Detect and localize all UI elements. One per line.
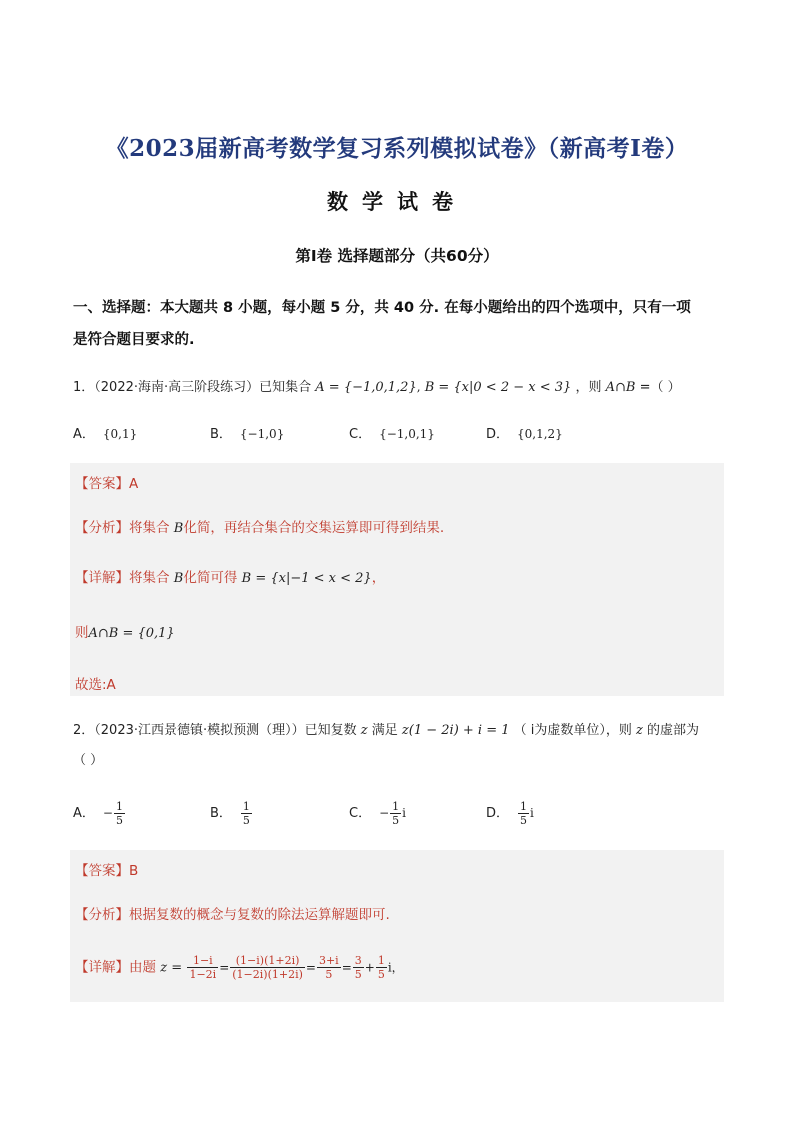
option-fraction: $\frac{1}{5}$	[520, 800, 528, 827]
option-label: C．	[349, 427, 372, 442]
detail-end: ，	[371, 570, 386, 586]
analysis-text: 将集合	[129, 520, 170, 536]
then-expr: A∩B = {0,1}	[88, 626, 175, 641]
detail-tail: i，	[387, 960, 404, 975]
q2-var-z2: z	[636, 723, 643, 738]
analysis-tag: 【分析】	[75, 520, 129, 536]
detail-fraction-5: $\frac{1}{5}$	[377, 954, 385, 981]
question-1-options	[73, 423, 733, 453]
option-label: A．	[73, 806, 95, 821]
q1-set-a: A = {−1,0,1,2}	[315, 380, 417, 395]
q1-detail	[75, 566, 715, 586]
q2-var-z: z	[360, 723, 368, 738]
question-2-stem	[73, 716, 733, 776]
q2-paren: （ ）	[73, 753, 104, 768]
option-value: {0,1}	[102, 427, 138, 441]
analysis-var: B	[173, 521, 184, 536]
question-2-options	[73, 800, 733, 840]
q1-set-b: B = {x|0 < 2 − x < 3}	[424, 380, 572, 395]
q2-option-a[interactable]	[73, 800, 126, 827]
section-intro-line2: 是符合题目要求的.	[73, 332, 195, 348]
q1-option-c[interactable]	[349, 423, 435, 442]
option-value: {0,1,2}	[517, 427, 563, 441]
detail-fraction-4: $\frac{3}{5}$	[354, 954, 362, 981]
q1-choose: 故选:A	[75, 677, 116, 693]
analysis-text-2: 化简，再结合集合的交集运算即可得到结果.	[183, 520, 445, 536]
option-sign: −	[102, 806, 113, 820]
q2-note: （ i为虚数单位），则	[513, 723, 632, 738]
section-intro	[73, 292, 723, 356]
q2-mid: 满足	[371, 723, 398, 738]
option-fraction: $\frac{1}{5}$	[242, 800, 250, 827]
q2-solution-block	[70, 850, 724, 1002]
q1-then	[75, 621, 715, 641]
section-intro-line1: 一、选择题：本大题共 8 小题，每小题 5 分，共 40 分. 在每小题给出的四个选项中，只有一项	[73, 300, 691, 316]
q1-answer	[75, 472, 715, 492]
q1-ask-suffix: =（ ）	[639, 380, 681, 395]
q2-answer	[75, 859, 715, 879]
option-value: {−1,0}	[239, 427, 285, 441]
q1-prefix: 1．（2022·海南·高三阶段练习）已知集合	[73, 380, 312, 395]
detail-prefix: 由题	[129, 959, 156, 976]
q2-condition: z(1 − 2i) + i = 1	[401, 723, 510, 738]
q2-option-c[interactable]	[349, 800, 406, 827]
part-title: 第Ⅰ卷 选择题部分（共60分）	[295, 247, 499, 265]
q1-option-b[interactable]	[210, 423, 284, 442]
exam-title: 《2023届新高考数学复习系列模拟试卷》（新高考I卷）	[105, 135, 689, 162]
q1-option-d[interactable]	[486, 423, 563, 442]
detail-fraction-1: $\frac{1-i}{1-2i}$	[189, 954, 217, 981]
option-fraction: $\frac{1}{5}$	[392, 800, 400, 827]
q2-analysis	[75, 903, 715, 923]
question-1-stem: 1．（2022·海南·高三阶段练习）已知集合 A = {−1,0,1,2}, B = {x|0 < 2 − x < 3} ，则 A∩B =（ ）	[73, 380, 681, 395]
q2-prefix: 2．（2023·江西景德镇·模拟预测（理））已知复数	[73, 723, 357, 738]
option-label: D．	[486, 806, 510, 821]
q2-option-d[interactable]	[486, 800, 534, 827]
option-value: {−1,0,1}	[379, 427, 435, 441]
option-fraction: $\frac{1}{5}$	[115, 800, 123, 827]
q2-option-b[interactable]	[210, 800, 253, 827]
q1-ask-expr: A∩B	[605, 380, 636, 395]
answer-tag: 【答案】	[75, 863, 129, 879]
option-label: B．	[210, 427, 232, 442]
detail-text-2: 化简可得	[183, 570, 238, 586]
answer-value: A	[129, 476, 139, 492]
detail-tag: 【详解】	[75, 570, 129, 586]
then-prefix: 则	[75, 625, 89, 641]
q2-tail: 的虚部为	[647, 723, 700, 738]
analysis-tag: 【分析】	[75, 907, 129, 923]
answer-value: B	[129, 863, 139, 879]
answer-tag: 【答案】	[75, 476, 129, 492]
detail-lhs: z =	[160, 960, 183, 976]
q1-analysis	[75, 516, 715, 536]
q2-detail: 【详解】由题 z = $\frac{1-i}{1-2i}$ = $\frac{(1-i)(1+2i)}{(1-2i)(1+2i)}$ = $\frac{3+i}{5}$ = $\frac{3}{5}$ + $\frac{1}{5}$ i，	[75, 954, 404, 981]
detail-expr: B = {x|−1 < x < 2}	[241, 571, 372, 586]
exam-subtitle: 数学试卷	[327, 189, 467, 214]
option-sign: −	[379, 806, 390, 820]
option-suffix: i	[402, 806, 406, 820]
detail-var: B	[173, 571, 184, 586]
detail-tag: 【详解】	[75, 959, 129, 976]
analysis-text: 根据复数的概念与复数的除法运算解题即可.	[129, 907, 390, 923]
detail-text: 将集合	[129, 570, 170, 586]
option-label: B．	[210, 806, 232, 821]
detail-fraction-2: $\frac{(1-i)(1+2i)}{(1-2i)(1+2i)}$	[232, 954, 303, 981]
detail-fraction-3: $\frac{3+i}{5}$	[318, 954, 339, 981]
option-label: C．	[349, 806, 372, 821]
option-label: A．	[73, 427, 95, 442]
q1-option-a[interactable]	[73, 423, 137, 442]
q1-solution-block	[70, 463, 724, 696]
option-suffix: i	[530, 806, 534, 820]
option-label: D．	[486, 427, 510, 442]
q1-ask-prefix: ，则	[575, 380, 602, 395]
